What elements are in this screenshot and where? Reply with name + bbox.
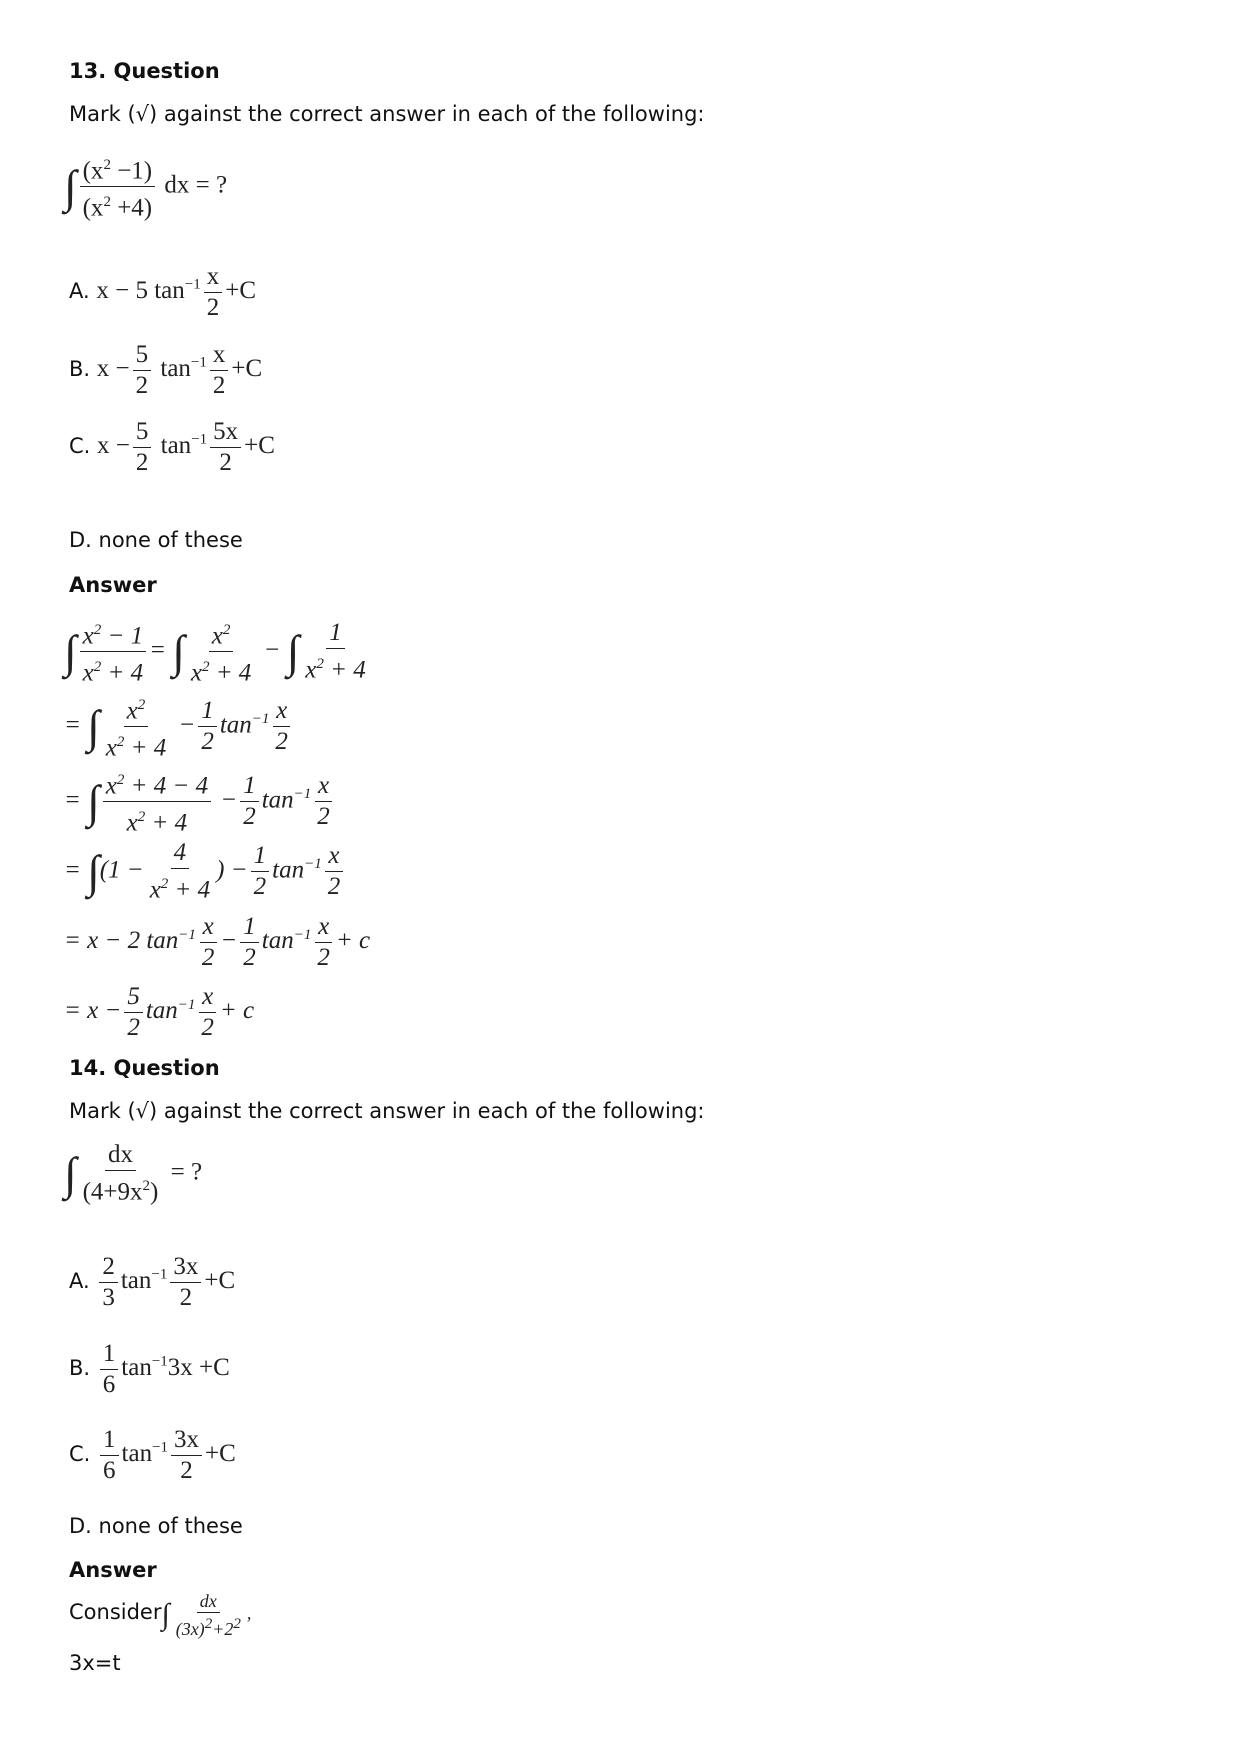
question-14-heading: 14. Question bbox=[69, 1056, 220, 1080]
q14-option-b[interactable]: B. $\frac{1}{6}$ $\tan^{-1}3x +C$ bbox=[69, 1340, 230, 1398]
q14-consider: Consider∫ $\frac{dx}{(3x)^2+2^2}$ , bbox=[69, 1591, 252, 1639]
question-14-integral: ∫ $\frac{dx}{(4+9x^2)}$ = ? bbox=[64, 1141, 203, 1206]
q14-answer-label: Answer bbox=[69, 1558, 157, 1582]
question-13-instruction: Mark (√) against the correct answer in each of the following: bbox=[69, 102, 705, 126]
q13-step-1: ∫ $\frac{x^2 - 1}{x^2 + 4}$ = ∫ $\frac{x^2}{x^2 + 4}$ − ∫ $\frac{1}{x^2 + 4}$ bbox=[64, 615, 372, 689]
q13-option-b[interactable]: B. x − $\frac{5}{2}$ $\tan^{-1}$ $\frac{x}{2}$ +C bbox=[69, 341, 263, 399]
q13-step-6: = x − $\frac{5}{2}$ $\tan^{-1}$ $\frac{x}{2}$ + c bbox=[64, 983, 255, 1041]
q14-option-a[interactable]: A. $\frac{2}{3}$ $\tan^{-1}$ $\frac{3x}{2}$ +C bbox=[69, 1253, 236, 1311]
q13-option-a[interactable]: A. x − 5 $\tan^{-1}$ $\frac{x}{2}$ +C bbox=[69, 263, 257, 321]
q14-substitution: 3x=t bbox=[69, 1651, 121, 1675]
q13-option-c[interactable]: C. x − $\frac{5}{2}$ $\tan^{-1}$ $\frac{5x}{2}$ +C bbox=[69, 418, 275, 476]
q13-step-3: = ∫ $\frac{x^2 + 4 - 4}{x^2 + 4}$ − $\frac{1}{2}$ $\tan^{-1}$ $\frac{x}{2}$ bbox=[64, 765, 336, 839]
q13-option-d[interactable]: D. none of these bbox=[69, 528, 243, 552]
q13-step-5: = x − 2 $\tan^{-1}$ $\frac{x}{2}$ − $\frac{1}{2}$ $\tan^{-1}$ $\frac{x}{2}$ + c bbox=[64, 913, 371, 971]
question-13-heading: 13. Question bbox=[69, 59, 220, 83]
q14-option-c[interactable]: C. $\frac{1}{6}$ $\tan^{-1}$ $\frac{3x}{2}$ +C bbox=[69, 1426, 236, 1484]
q13-step-4: = ∫(1 − $\frac{4}{x^2 + 4}$ ) − $\frac{1}{2}$ $\tan^{-1}$ $\frac{x}{2}$ bbox=[64, 838, 346, 905]
question-14-instruction: Mark (√) against the correct answer in each of the following: bbox=[69, 1099, 705, 1123]
question-13-integral: ∫ $\frac{(x^2 -1)}{(x^2 +4)}$ dx = ? bbox=[64, 150, 227, 224]
q13-answer-label: Answer bbox=[69, 573, 157, 597]
q14-option-d[interactable]: D. none of these bbox=[69, 1514, 243, 1538]
q13-step-2: = ∫ $\frac{x^2}{x^2 + 4}$ − $\frac{1}{2}$ $\tan^{-1}$ $\frac{x}{2}$ bbox=[64, 690, 294, 764]
